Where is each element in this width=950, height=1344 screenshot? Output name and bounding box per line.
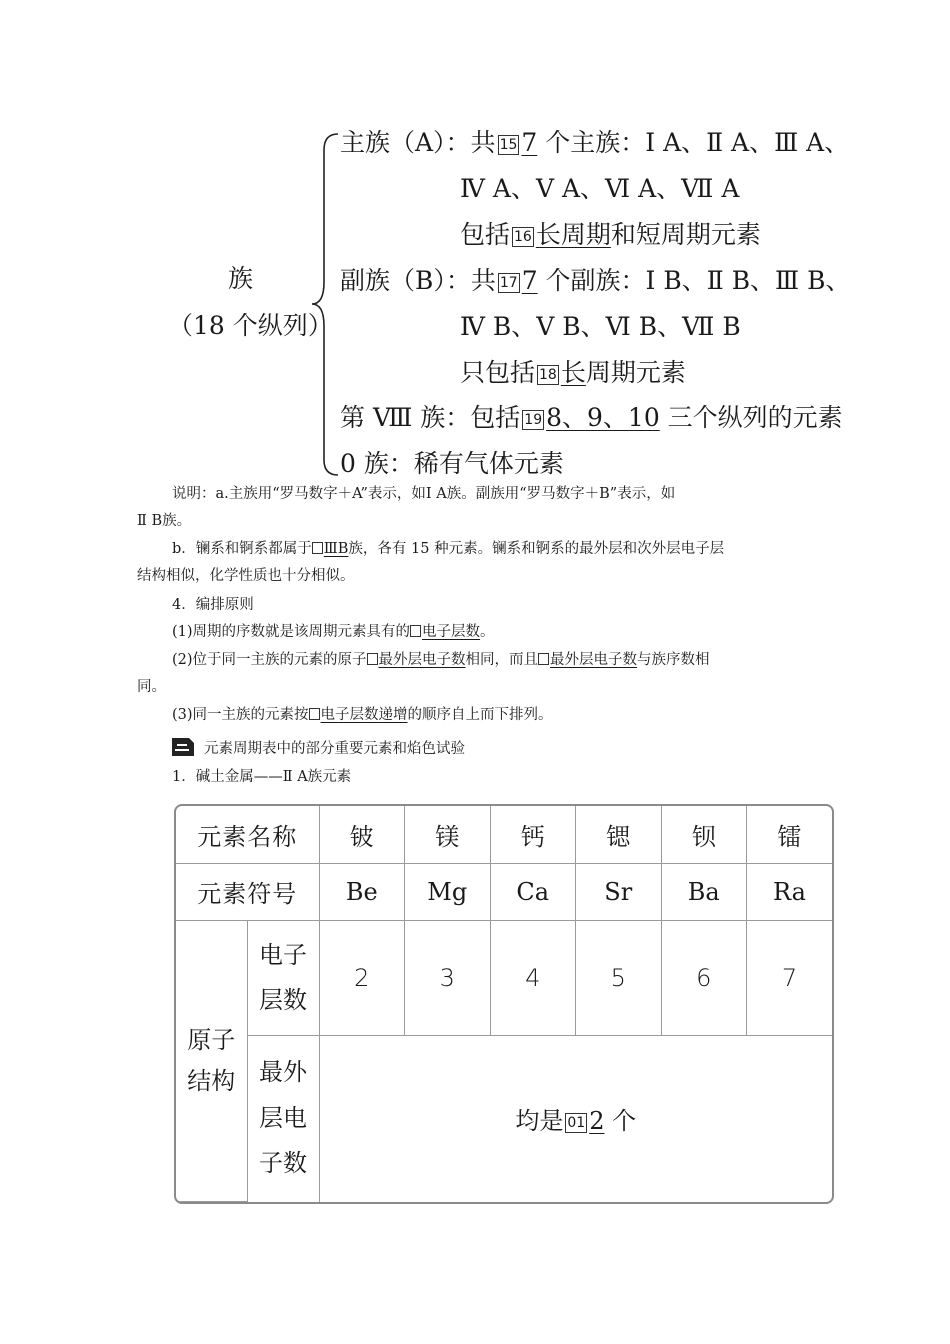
sub-group-line1: 副族（B）：共 17 7 个副族：Ⅰ B、Ⅱ B、Ⅲ B、 xyxy=(340,266,851,295)
group-label: 族 xyxy=(228,264,254,293)
main-group-line1: 主族（A）：共 15 7 个主族：Ⅰ A、Ⅱ A、Ⅲ A、 xyxy=(340,128,850,157)
answer-number-17: 17 xyxy=(499,275,518,291)
element-symbol: Ba xyxy=(661,863,747,920)
curly-brace xyxy=(310,132,342,477)
rule-3: (3)同一主族的元素按 电子层数递增的顺序自上而下排列。 xyxy=(172,707,553,723)
rule-1: (1)周期的序数就是该周期元素具有的 电子层数。 xyxy=(172,624,495,640)
note-b-line1: b．镧系和锕系都属于 ⅢB族，各有 15 种元素。镧系和锕系的最外层和次外层电子层 xyxy=(172,541,725,557)
note-b-line2: 结构相似，化学性质也十分相似。 xyxy=(137,568,355,584)
element-symbol: Mg xyxy=(405,863,491,920)
element-name: 钡 xyxy=(661,806,747,863)
section-subtitle: 1．碱土金属——Ⅱ A族元素 xyxy=(172,769,352,785)
answer-number-01: 01 xyxy=(567,1115,586,1131)
outer-electron-value: 均是 01 2 个 xyxy=(319,1035,832,1202)
main-group-line3: 包括 16 长周期和短周期元素 xyxy=(460,220,761,249)
table-row xyxy=(176,1035,832,1202)
note-a-line1: 说明：a.主族用“罗马数字＋A”表示，如Ⅰ A族。副族用“罗马数字＋B”表示，如 xyxy=(172,486,676,502)
element-symbol: Ca xyxy=(490,863,576,920)
main-group-line2: Ⅳ A、Ⅴ A、Ⅵ A、Ⅶ A xyxy=(460,174,740,203)
shell-count: 3 xyxy=(405,920,491,1035)
answer-number-15: 15 xyxy=(499,137,518,153)
shell-count: 6 xyxy=(661,920,747,1035)
element-symbol: Be xyxy=(319,863,405,920)
answer-number-18: 18 xyxy=(539,367,557,383)
element-name: 镁 xyxy=(405,806,491,863)
shell-count: 5 xyxy=(576,920,662,1035)
shell-count: 7 xyxy=(747,920,833,1035)
table-row xyxy=(176,920,832,1035)
table-row xyxy=(176,806,832,863)
row-label-names: 元素名称 xyxy=(176,806,319,863)
row-label-symbols: 元素符号 xyxy=(176,863,319,920)
alkaline-earth-table xyxy=(174,804,834,1204)
rule-2-line2: 同。 xyxy=(137,679,166,695)
group-8-line: 第 Ⅷ 族：包括 19 8、9、10 三个纵列的元素 xyxy=(340,403,843,432)
element-name: 钙 xyxy=(490,806,576,863)
shell-count: 2 xyxy=(319,920,405,1035)
element-name: 锶 xyxy=(576,806,662,863)
rule-2-line1: (2)位于同一主族的元素的原子 最外层电子数相同，而且 最外层电子数与族序数相 xyxy=(172,652,710,668)
row-label-shells: 电子 层数 xyxy=(247,920,319,1035)
row-label-outer-electrons: 最外 层电 子数 xyxy=(247,1035,319,1202)
shell-count: 4 xyxy=(490,920,576,1035)
answer-number-19: 19 xyxy=(524,412,543,428)
heading-4: 4．编排原则 xyxy=(172,597,254,613)
sub-group-line3: 只包括 18 长周期元素 xyxy=(460,358,686,387)
element-symbol: Ra xyxy=(747,863,833,920)
section-title: 元素周期表中的部分重要元素和焰色试验 xyxy=(204,741,465,757)
note-a-line2: Ⅱ B族。 xyxy=(137,513,192,529)
element-name: 镭 xyxy=(747,806,833,863)
table-row xyxy=(176,863,832,920)
element-symbol: Sr xyxy=(576,863,662,920)
element-name: 铍 xyxy=(319,806,405,863)
answer-number-16: 16 xyxy=(514,229,532,245)
row-label-structure: 原子 结构 xyxy=(176,920,247,1202)
sub-group-line2: Ⅳ B、Ⅴ B、Ⅵ B、Ⅶ B xyxy=(460,312,741,341)
section-badge-icon xyxy=(172,738,194,756)
main-group-count: 7 xyxy=(521,128,538,157)
group-0-line: 0 族：稀有气体元素 xyxy=(340,449,564,478)
group-sublabel: （18 个纵列） xyxy=(168,311,333,340)
